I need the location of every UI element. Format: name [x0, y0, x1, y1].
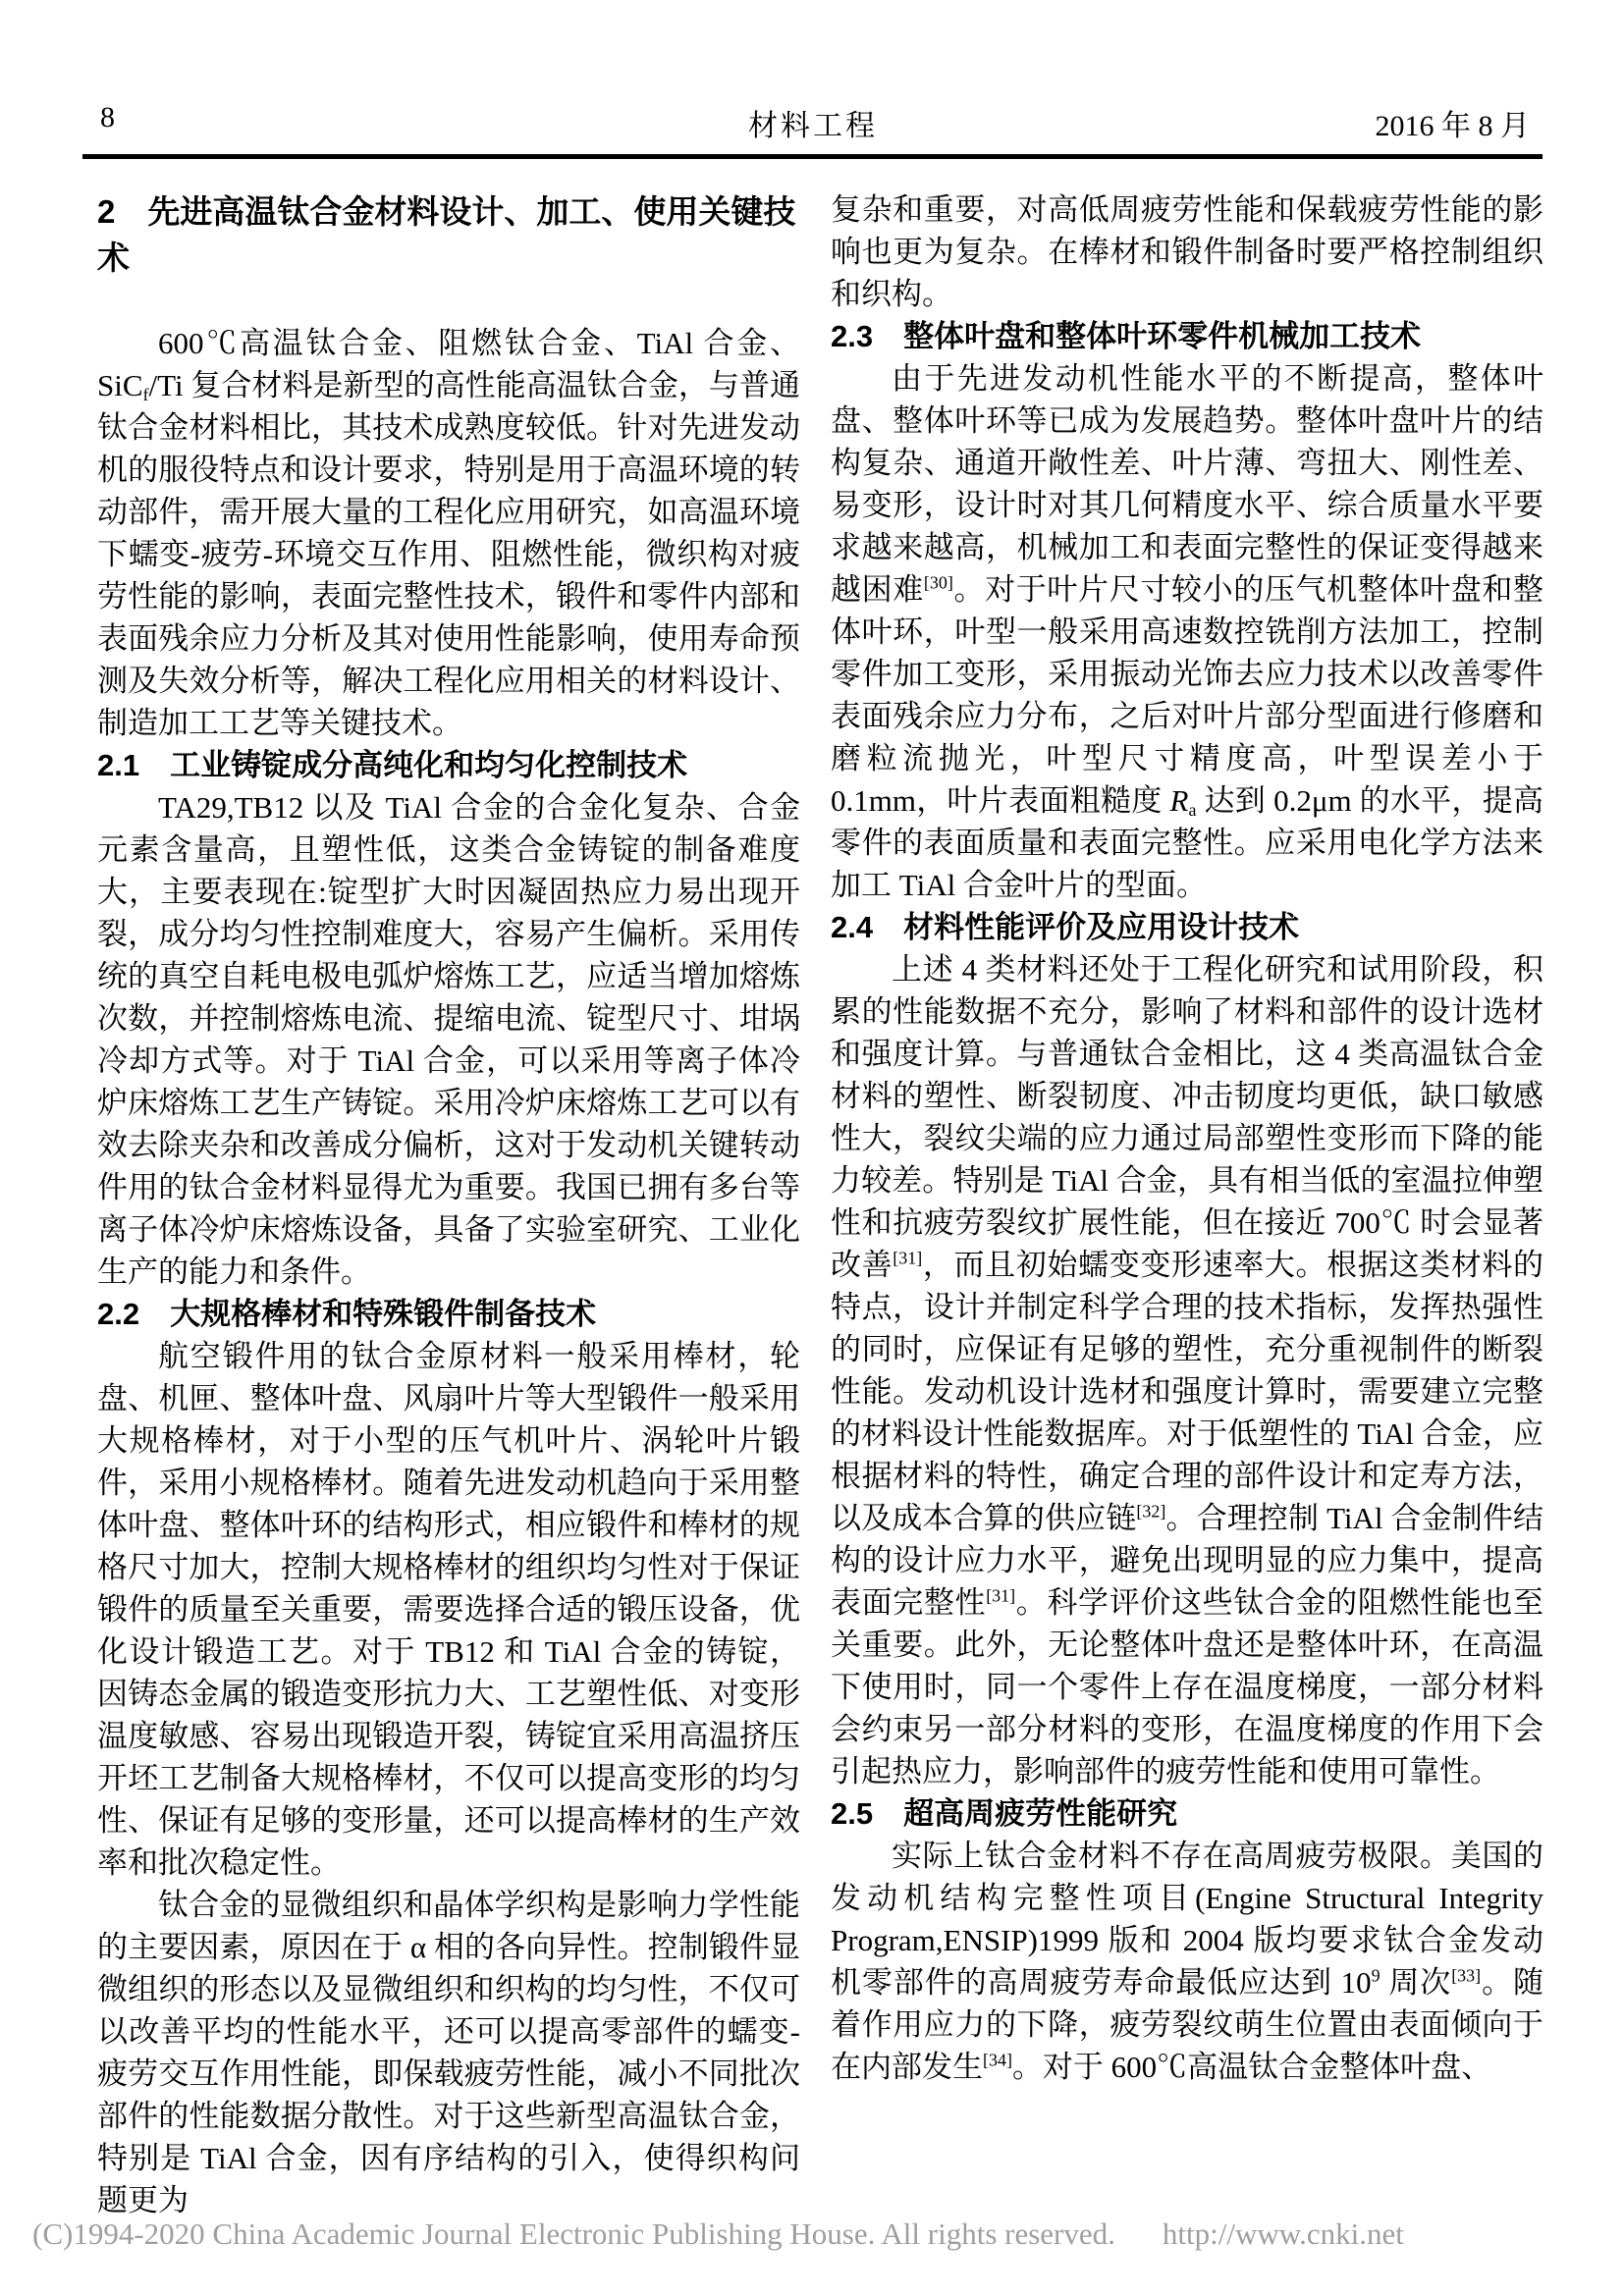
subsection-2-5-heading: 2.5 超高周疲劳性能研究	[831, 1796, 1178, 1831]
issue-date: 2016 年 8 月	[1375, 110, 1530, 142]
subsection-2-3-paragraph: 由于先进发动机性能水平的不断提高，整体叶盘、整体叶环等已成为发展趋势。整体叶盘叶片的结构复杂、通道开敞性差、叶片薄、弯扭大、刚性差、易变形，设计时对其几何精度水平、综合质量水平要求越来越高，机械加工和表面完整性的保证变得越来越困难[30]。对于叶片尺寸较小的压气机整体叶盘和整体叶环，叶型一般采用高速数控铣削方法加工，控制零件加工变形，采用振动光饰去应力技术以改善零件表面残余应力分布，之后对叶片部分型面进行修磨和磨粒流抛光，叶型尺寸精度高，叶型误差小于 0.1mm，叶片表面粗糙度 $R_a$ 达到 0.2μm 的水平，提高零件的表面质量和表面完整性。应采用电化学方法来加工 TiAl 合金叶片的型面。	[831, 361, 1544, 902]
footer-copyright: (C)1994-2020 China Academic Journal Electronic Publishing House. All rights reserved.	[32, 2216, 1115, 2251]
section-2-intro-paragraph: 600℃高温钛合金、阻燃钛合金、TiAl 合金、SiC$_f$/Ti 复合材料是新型的高性能高温钛合金，与普通钛合金材料相比，其技术成熟度较低。针对先进发动机的服役特点和设计要求，特别是用于高温环境的转动部件，需开展大量的工程化应用研究，如高温环境下蠕变-疲劳-环境交互作用、阻燃性能，微织构对疲劳性能的影响，表面完整性技术，锻件和零件内部和表面残余应力分析及其对使用性能影响，使用寿命预测及失效分析等，解决工程化应用相关的材料设计、制造加工工艺等关键技术。	[97, 326, 800, 740]
footer-url: http://www.cnki.net	[1162, 2216, 1404, 2251]
left-column	[97, 188, 800, 2221]
subsection-2-4-heading: 2.4 材料性能评价及应用设计技术	[831, 910, 1300, 944]
subsection-2-3-heading: 2.3 整体叶盘和整体叶环零件机械加工技术	[831, 319, 1422, 353]
subsection-2-2-paragraph-2: 钛合金的显微组织和晶体学织构是影响力学性能的主要因素，原因在于 α 相的各向异性。控制锻件显微组织的形态以及显微组织和织构的均匀性，不仅可以改善平均的性能水平，还可以提高零部件的蠕变-疲劳交互作用性能，即保载疲劳性能，减小不同批次部件的性能数据分散性。对于这些新型高温钛合金，特别是 TiAl 合金，因有序结构的引入，使得织构问题更为	[97, 1888, 800, 2217]
section-2-heading: 2 先进高温钛合金材料设计、加工、使用关键技术	[97, 193, 796, 276]
subsection-2-4-paragraph: 上述 4 类材料还处于工程化研究和试用阶段，积累的性能数据不充分，影响了材料和部件的设计选材和强度计算。与普通钛合金相比，这 4 类高温钛合金材料的塑性、断裂韧度、冲击韧度均更低，缺口敏感性大，裂纹尖端的应力通过局部塑性变形而下降的能力较差。特别是 TiAl 合金，具有相当低的室温拉伸塑性和抗疲劳裂纹扩展性能，但在接近 700℃ 时会显著改善[31]，而且初始蠕变变形速率大。根据这类材料的特点，设计并制定科学合理的技术指标，发挥热强性的同时，应保证有足够的塑性，充分重视制件的断裂性能。发动机设计选材和强度计算时，需要建立完整的材料设计性能数据库。对于低塑性的 TiAl 合金，应根据材料的特性，确定合理的部件设计和定寿方法，以及成本合算的供应链[32]。合理控制 TiAl 合金制件结构的设计应力水平，避免出现明显的应力集中，提高表面完整性[31]。科学评价这些钛合金的阻燃性能也至关重要。此外，无论整体叶盘还是整体叶环，在高温下使用时，同一个零件上存在温度梯度，一部分材料会约束另一部分材料的变形，在温度梯度的作用下会引起热应力，影响部件的疲劳性能和使用可靠性。	[831, 952, 1544, 1789]
subsection-2-5-paragraph: 实际上钛合金材料不存在高周疲劳极限。美国的发动机结构完整性项目(Engine Structural Integrity Program,ENSIP)1999 版和 2004 版均要求钛合金发动机零部件的高周疲劳寿命最低应达到 $10^9$ 周次[33]。随着作用应力的下降，疲劳裂纹萌生位置由表面倾向于在内部发生[34]。对于 600℃高温钛合金整体叶盘、	[831, 1839, 1544, 2084]
header-rule	[82, 154, 1543, 159]
page-footer	[32, 2216, 1404, 2252]
subsection-2-1-paragraph: TA29,TB12 以及 TiAl 合金的合金化复杂、合金元素含量高，且塑性低，这类合金铸锭的制备难度大，主要表现在:锭型扩大时因凝固热应力易出现开裂，成分均匀性控制难度大，容易产生偏析。采用传统的真空自耗电极电弧炉熔炼工艺，应适当增加熔炼次数，并控制熔炼电流、提缩电流、锭型尺寸、坩埚冷却方式等。对于 TiAl 合金，可以采用等离子体冷炉床熔炼工艺生产铸锭。采用冷炉床熔炼工艺可以有效去除夹杂和改善成分偏析，这对于发动机关键转动件用的钛合金材料显得尤为重要。我国已拥有多台等离子体冷炉床熔炼设备，具备了实验室研究、工业化生产的能力和条件。	[97, 790, 800, 1289]
journal-title: 材料工程	[748, 110, 878, 142]
continuation-paragraph: 复杂和重要，对高低周疲劳性能和保载疲劳性能的影响也更为复杂。在棒材和锻件制备时要严格控制组织和织构。	[831, 192, 1543, 311]
subsection-2-2-heading: 2.2 大规格棒材和特殊锻件制备技术	[97, 1297, 597, 1331]
right-column	[831, 188, 1543, 2088]
subsection-2-2-paragraph-1: 航空锻件用的钛合金原材料一般采用棒材，轮盘、机匣、整体叶盘、风扇叶片等大型锻件一般采用大规格棒材，对于小型的压气机叶片、涡轮叶片锻件，采用小规格棒材。随着先进发动机趋向于采用整体叶盘、整体叶环的结构形式，相应锻件和棒材的规格尺寸加大，控制大规格棒材的组织均匀性对于保证锻件的质量至关重要，需要选择合适的锻压设备，优化设计锻造工艺。对于 TB12 和 TiAl 合金的铸锭，因铸态金属的锻造变形抗力大、工艺塑性低、对变形温度敏感、容易出现锻造开裂，铸锭宜采用高温挤压开坯工艺制备大规格棒材，不仅可以提高变形的均匀性、保证有足够的变形量，还可以提高棒材的生产效率和批次稳定性。	[97, 1339, 800, 1880]
page-number: 8	[100, 101, 115, 133]
page-header	[96, 101, 1530, 142]
subsection-2-1-heading: 2.1 工业铸锭成分高纯化和均匀化控制技术	[97, 748, 688, 782]
